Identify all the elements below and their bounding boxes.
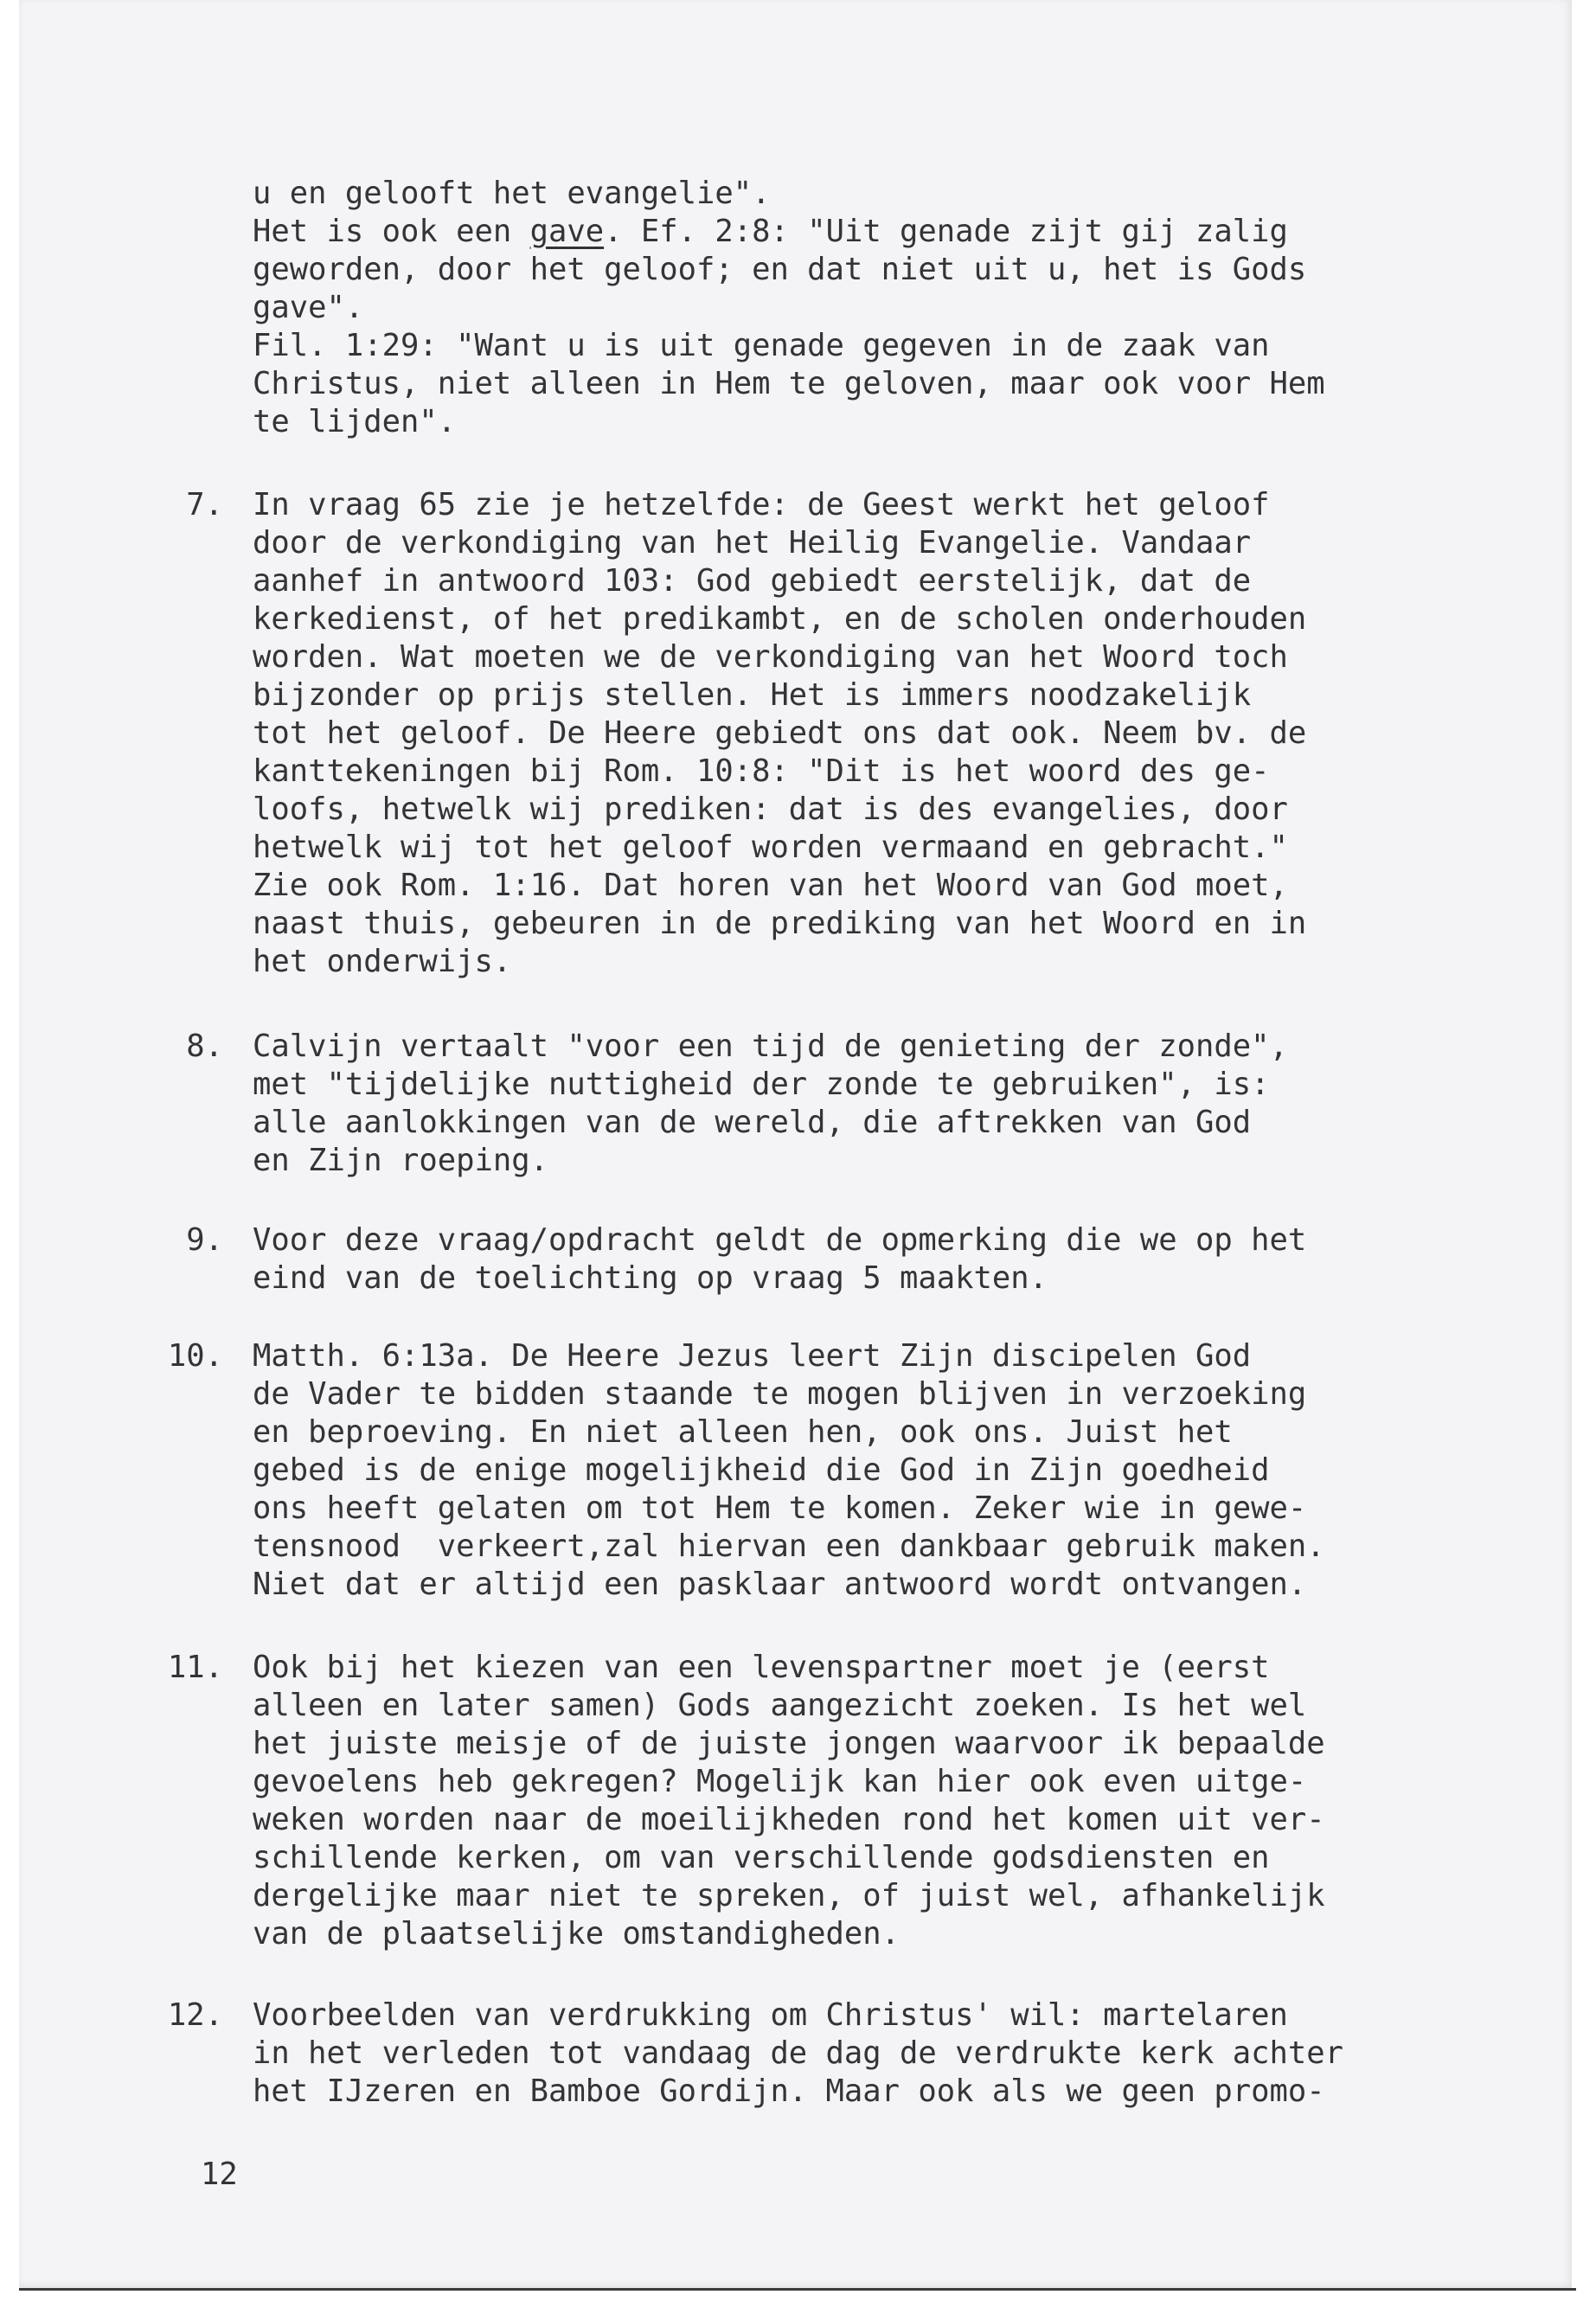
item-number: 10. [167, 1338, 223, 1374]
item-number: 9. [186, 1222, 223, 1258]
text-line: weken worden naar de moeilijkheden rond het komen uit ver- [253, 1802, 1325, 1837]
text-line: kanttekeningen bij Rom. 10:8: "Dit is het woord des ge- [253, 753, 1270, 789]
text-line: alle aanlokkingen van de wereld, die aftrekken van God [253, 1105, 1252, 1140]
text-line: Voor deze vraag/opdracht geldt de opmerking die we op het [253, 1222, 1307, 1258]
text-line: en Zijn roeping. [253, 1143, 548, 1178]
item-number: 7. [186, 487, 223, 522]
text-line: eind van de toelichting op vraag 5 maakten. [253, 1260, 1048, 1296]
text-line: aanhef in antwoord 103: God gebiedt eerstelijk, dat de [253, 563, 1252, 599]
text-line: door de verkondiging van het Heilig Evangelie. Vandaar [253, 525, 1252, 561]
text-line: tot het geloof. De Heere gebiedt ons dat ook. Neem bv. de [253, 715, 1307, 751]
text-line: ons heeft gelaten om tot Hem te komen. Zeker wie in gewe- [253, 1490, 1307, 1526]
text-fragment: . Ef. 2:8: "Uit genade zijt gij zalig [604, 214, 1288, 249]
text-line: tensnood verkeert,zal hiervan een dankbaar gebruik maken. [253, 1529, 1325, 1564]
text-line: schillende kerken, om van verschillende godsdiensten en [253, 1840, 1270, 1875]
text-line [253, 213, 1288, 251]
text-fragment: Het is ook een [253, 214, 530, 249]
text-line: met "tijdelijke nuttigheid der zonde te gebruiken", is: [253, 1067, 1270, 1102]
text-line: Christus, niet alleen in Hem te geloven, maar ook voor Hem [253, 366, 1325, 401]
text-line: alleen en later samen) Gods aangezicht zoeken. Is het wel [253, 1688, 1307, 1723]
page-number: 12 [201, 2157, 238, 2192]
text-line: hetwelk wij tot het geloof worden vermaand en gebracht." [253, 830, 1288, 865]
text-line: geworden, door het geloof; en dat niet uit u, het is Gods [253, 252, 1307, 287]
text-line: in het verleden tot vandaag de dag de verdrukte kerk achter [253, 2035, 1343, 2071]
text-line: en beproeving. En niet alleen hen, ook ons. Juist het [253, 1414, 1233, 1450]
text-line: van de plaatselijke omstandigheden. [253, 1916, 901, 1952]
text-line: gave". [253, 290, 364, 325]
text-line: In vraag 65 zie je hetzelfde: de Geest werkt het geloof [253, 487, 1270, 522]
text-line: loofs, hetwelk wij prediken: dat is des evangelies, door [253, 792, 1288, 827]
text-line: de Vader te bidden staande te mogen blijven in verzoeking [253, 1376, 1307, 1412]
item-number: 8. [186, 1029, 223, 1064]
text-line: te lijden". [253, 404, 457, 439]
text-line: u en gelooft het evangelie". [253, 176, 771, 211]
text-line: Matth. 6:13a. De Heere Jezus leert Zijn discipelen God [253, 1338, 1252, 1374]
underlined-word: gave [529, 214, 605, 249]
item-number: 12. [167, 1997, 223, 2033]
text-line: Niet dat er altijd een pasklaar antwoord wordt ontvangen. [253, 1567, 1307, 1602]
text-line: Zie ook Rom. 1:16. Dat horen van het Woord van God moet, [253, 868, 1288, 903]
text-line: het juiste meisje of de juiste jongen waarvoor ik bepaalde [253, 1726, 1325, 1761]
text-line: het IJzeren en Bamboe Gordijn. Maar ook als we geen promo- [253, 2073, 1325, 2109]
text-line: naast thuis, gebeuren in de prediking van het Woord en in [253, 906, 1307, 941]
text-line: worden. Wat moeten we de verkondiging van het Woord toch [253, 639, 1288, 675]
text-line: bijzonder op prijs stellen. Het is immers noodzakelijk [253, 677, 1252, 713]
text-line: Fil. 1:29: "Want u is uit genade gegeven in de zaak van [253, 328, 1270, 363]
item-number: 11. [167, 1650, 223, 1685]
text-line: kerkedienst, of het predikambt, en de scholen onderhouden [253, 601, 1307, 637]
text-line: dergelijke maar niet te spreken, of juist wel, afhankelijk [253, 1878, 1325, 1913]
text-line: Ook bij het kiezen van een levenspartner moet je (eerst [253, 1650, 1270, 1685]
text-line: het onderwijs. [253, 944, 512, 979]
page-bottom-rule [19, 2288, 1576, 2291]
text-line: gebed is de enige mogelijkheid die God in Zijn goedheid [253, 1452, 1270, 1488]
text-line: Calvijn vertaalt "voor een tijd de genieting der zonde", [253, 1029, 1288, 1064]
text-line: Voorbeelden van verdrukking om Christus' wil: martelaren [253, 1997, 1288, 2033]
text-line: gevoelens heb gekregen? Mogelijk kan hier ook even uitge- [253, 1764, 1307, 1799]
